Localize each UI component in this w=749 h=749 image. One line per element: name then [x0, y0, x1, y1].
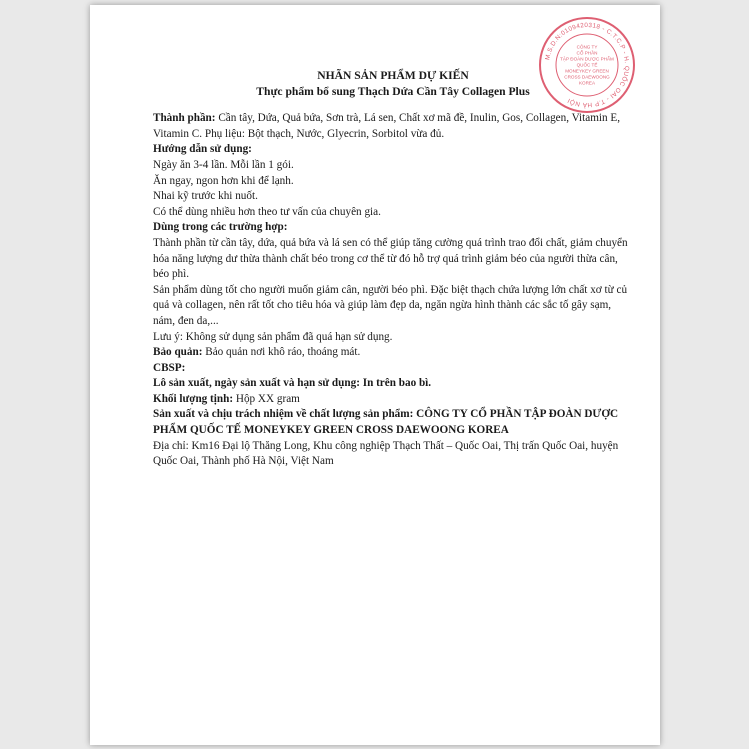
seal-ring-text: M.S.D.N:0109420318 - C.T.C.P - H. QUỐC OAI - T.P HÀ NỘI — [544, 21, 631, 109]
usage-label: Hướng dẫn sử dụng: — [153, 143, 252, 156]
storage-label: Bảo quản: — [153, 346, 203, 359]
seal-center-line: CÔNG TY — [576, 44, 598, 50]
cbsp-label: CBSP: — [153, 361, 186, 374]
storage-paragraph — [153, 345, 633, 361]
seal-center-line: QUỐC TẾ — [576, 62, 598, 68]
indications-paragraph: Thành phần từ cần tây, dứa, quả bứa và lá sen có thể giúp tăng cường quá trình trao đổi chất, giảm chuyển hóa năng lượng dư thừa thành chất béo trong cơ thể từ đó hỗ trợ quá trình giảm béo của người thừa cân, béo phì. — [153, 236, 628, 281]
manufacturer-label: Sản xuất và chịu trách nhiệm về chất lượng sản phẩm: — [153, 408, 414, 421]
usage-line: Ăn ngay, ngon hơn khi để lạnh. — [153, 174, 294, 187]
address-text: Địa chỉ: Km16 Đại lộ Thăng Long, Khu công nghiệp Thạch Thất – Quốc Oai, Thị trấn Quốc Oai, huyện Quốc Oai, Thành phố Hà Nội, Việt Nam — [153, 439, 619, 468]
note-text: Lưu ý: Không sử dụng sản phẩm đã quá hạn sử dụng. — [153, 330, 393, 343]
seal-center-line: MONEYKEY GREEN — [565, 68, 609, 74]
document-subtitle: Thực phẩm bổ sung Thạch Dứa Cần Tây Collagen Plus — [256, 84, 530, 98]
seal-center-line: CỔ PHẦN — [576, 50, 598, 56]
manufacturer-paragraph — [153, 407, 633, 438]
document-title: NHÃN SẢN PHẨM DỰ KIẾN — [317, 69, 469, 82]
net-weight-label: Khối lượng tịnh: — [153, 392, 234, 405]
lot-info: Lô sản xuất, ngày sản xuất và hạn sử dụng: In trên bao bì. — [153, 377, 432, 390]
usage-line: Nhai kỹ trước khi nuốt. — [153, 190, 258, 203]
seal-center-line: CROSS DAEWOONG — [564, 74, 610, 80]
seal-center-line: TẬP ĐOÀN DƯỢC PHẨM — [560, 56, 614, 62]
usage-line: Có thể dùng nhiều hơn theo tư vấn của chuyên gia. — [153, 205, 381, 218]
usage-line: Ngày ăn 3-4 lần. Mỗi lần 1 gói. — [153, 158, 294, 171]
document-page — [90, 5, 660, 745]
ingredients-label: Thành phần: — [153, 112, 216, 125]
label-content — [153, 68, 633, 470]
net-weight-text: Hộp XX gram — [233, 392, 300, 405]
ingredients-paragraph — [153, 111, 633, 142]
ingredients-text: Cần tây, Dứa, Quả bứa, Sơn trà, Lá sen, Chất xơ mã đề, Inulin, Gos, Collagen, Vitamin E, Vitamin C. Phụ liệu: Bột thạch, Nước, Glyecrin, Sorbitol vừa đủ. — [153, 112, 621, 140]
storage-text: Bảo quản nơi khô ráo, thoáng mát. — [202, 346, 361, 359]
manufacturer-name: CÔNG TY CỔ PHẦN TẬP ĐOÀN DƯỢC PHẨM QUỐC TẾ MONEYKEY GREEN CROSS DAEWOONG KOREA — [153, 408, 619, 437]
seal-center-line: KOREA — [578, 80, 596, 86]
indications-paragraph: Sản phẩm dùng tốt cho người muốn giảm cân, người béo phì. Đặc biệt thạch chứa lượng lớn chất xơ từ củ quả và collagen, nên rất tốt cho tiêu hóa và giúp làm đẹp da, ngăn ngừa hình thành các sắc tố gây sạm, nám, đen da,... — [153, 283, 628, 327]
net-weight-paragraph — [153, 392, 633, 408]
indications-label: Dùng trong các trường hợp: — [153, 221, 288, 234]
